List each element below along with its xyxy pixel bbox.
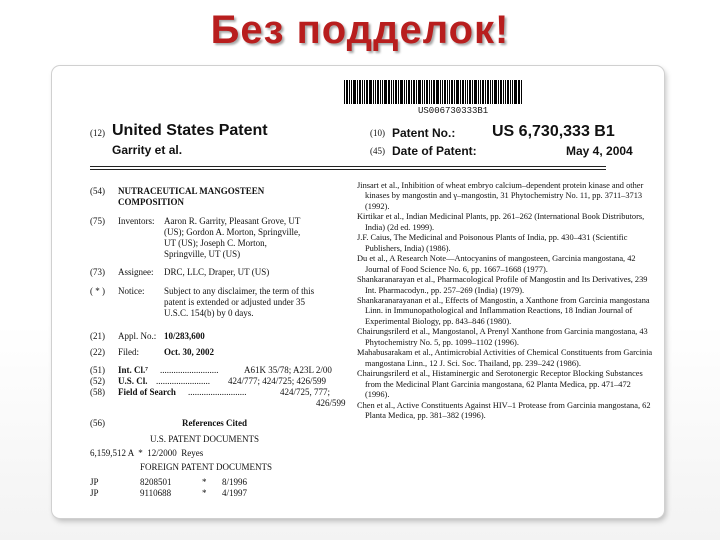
field-of-search-value: 424/725, 777; — [280, 387, 331, 397]
field-of-search-label: Field of Search — [118, 387, 176, 397]
barcode-bar — [416, 80, 417, 104]
notice-line: Subject to any disclaimer, the term of this — [164, 286, 315, 296]
patent-no-label: Patent No.: — [392, 126, 456, 140]
foreign-star: * — [202, 488, 207, 498]
slide-title: Без подделок! — [210, 8, 510, 52]
assignee-label: Assignee: — [118, 267, 154, 277]
barcode-bar — [351, 80, 352, 104]
barcode-bar — [418, 80, 421, 104]
notice-line: patent is extended or adjusted under 35 — [164, 297, 305, 307]
barcode-bar — [349, 80, 350, 104]
barcode-bar — [391, 80, 392, 104]
barcode-bar — [480, 80, 481, 104]
notice-label: Notice: — [118, 286, 145, 296]
reference-entry: Chairungsrilerd et al., Histaminergic and Serotonergic Receptor Blocking Substances from the Medicinal Plant Garcinia mangostana, 62 Planta Medica, pp. 471–472 (1996). — [357, 369, 643, 400]
us-cl-label: U.S. Cl. — [118, 376, 148, 386]
barcode-bar — [411, 80, 412, 104]
us-docs-row: 6,159,512 A * 12/2000 Reyes — [90, 448, 204, 458]
field-code-45: (45) — [370, 146, 385, 156]
barcode-bar — [373, 80, 374, 104]
assignee-value: DRC, LLC, Draper, UT (US) — [164, 267, 270, 277]
int-cl-label: Int. Cl.⁷ — [118, 365, 148, 375]
reference-entry: Du et al., A Research Note—Antocyanins of mangosteen, Garcinia mangostana, 42 Journal of Food Science No. 6, pp. 1667–1668 (1977). — [357, 254, 636, 274]
header-rule-2 — [90, 169, 606, 170]
barcode-bar — [393, 80, 394, 104]
barcode-bar — [366, 80, 368, 104]
inventors-short: Garrity et al. — [112, 143, 183, 157]
barcode-bar — [357, 80, 358, 104]
barcode-bar — [436, 80, 439, 104]
foreign-number: 9110688 — [140, 488, 172, 498]
barcode-bar — [456, 80, 459, 104]
reference-entry: Kirtikar et al., Indian Medicinal Plants, pp. 261–262 (International Book Distributors, India) (2d ed. 1999). — [357, 212, 645, 232]
barcode-bar — [462, 80, 464, 104]
barcode-bar — [492, 80, 493, 104]
field-code-12: (12) — [90, 128, 105, 138]
field-code-75: (75) — [90, 216, 105, 226]
foreign-number: 8208501 — [140, 477, 172, 487]
field-of-search-dots: .......................... — [188, 387, 247, 397]
barcode-bar — [395, 80, 397, 104]
barcode-bar — [467, 80, 468, 104]
barcode-bar — [478, 80, 479, 104]
foreign-country: JP — [90, 477, 99, 487]
field-code-56: (56) — [90, 418, 105, 428]
barcode-image — [344, 80, 544, 104]
header-rule — [90, 166, 606, 167]
reference-entry: Mahabusarakam et al., Antimicrobial Activities of Chemical Constituents from Garcinia mangostana Linn., 12 J. Sci. Soc. Thailand, pp. 239–242 (1986). — [357, 348, 653, 368]
barcode-bar — [514, 80, 517, 104]
foreign-country: JP — [90, 488, 99, 498]
barcode-bar — [424, 80, 425, 104]
patent-title: United States Patent — [112, 122, 268, 139]
field-code-58: (58) — [90, 387, 105, 397]
barcode-bar — [487, 80, 489, 104]
barcode-bar — [490, 80, 491, 104]
barcode-bar — [404, 80, 405, 104]
barcode-bar — [408, 80, 410, 104]
inventors-line: Springville, UT (US) — [164, 249, 241, 259]
filed-value: Oct. 30, 2002 — [164, 347, 214, 357]
barcode-bar — [494, 80, 497, 104]
barcode-bar — [388, 80, 390, 104]
barcode-bar — [442, 80, 443, 104]
barcode-bar — [460, 80, 461, 104]
inventors-line: Aaron R. Garrity, Pleasant Grove, UT — [164, 216, 301, 226]
barcode-bar — [433, 80, 435, 104]
us-docs-heading: U.S. PATENT DOCUMENTS — [150, 434, 260, 444]
date-value: May 4, 2004 — [566, 144, 633, 158]
int-cl-value: A61K 35/78; A23L 2/00 — [244, 365, 332, 375]
barcode-bar — [380, 80, 381, 104]
patent-no-value: US 6,730,333 B1 — [492, 123, 615, 140]
field-code-21: (21) — [90, 331, 105, 341]
barcode-bar — [440, 80, 441, 104]
barcode-bar — [400, 80, 403, 104]
barcode-bar — [512, 80, 513, 104]
barcode-bar — [510, 80, 511, 104]
barcode-bar — [431, 80, 432, 104]
reference-entry: Chairungsrilerd et al., Mangostanol, A Prenyl Xanthone from Garcinia mangostana, 43 Phytochemistry No. 5, pp. 1099–1102 (1996). — [357, 327, 648, 347]
barcode-bar — [507, 80, 509, 104]
date-label: Date of Patent: — [392, 144, 477, 158]
barcode-bar — [406, 80, 407, 104]
barcode-bar — [353, 80, 356, 104]
inventors-label: Inventors: — [118, 216, 155, 226]
barcode-bar — [444, 80, 446, 104]
barcode-bar — [451, 80, 453, 104]
barcode-bar — [500, 80, 502, 104]
barcode-bar — [521, 80, 522, 104]
barcode-bar — [449, 80, 450, 104]
filed-label: Filed: — [118, 347, 140, 357]
barcode-bar — [377, 80, 379, 104]
field-of-search-value-2: 426/599 — [316, 398, 346, 408]
barcode-number: US006730333B1 — [418, 106, 489, 116]
inventors-line: UT (US); Joseph C. Morton, — [164, 238, 267, 248]
barcode-bar — [362, 80, 363, 104]
barcode-bar — [422, 80, 423, 104]
us-cl-value: 424/777; 424/725; 426/599 — [228, 376, 327, 386]
reference-entry: Jinsart et al., Inhibition of wheat embryo calcium–dependent protein kinase and other kinases by mangostin and γ–mangostin, 31 Phytochemistry No. 11, pp. 3711–3713 (1992). — [357, 181, 644, 211]
field-code-notice: ( * ) — [90, 286, 105, 296]
barcode-bar — [346, 80, 348, 104]
barcode-bar — [465, 80, 466, 104]
barcode-bar — [382, 80, 383, 104]
other-references — [357, 181, 657, 421]
barcode-bar — [474, 80, 477, 104]
foreign-date: 4/1997 — [222, 488, 248, 498]
field-code-10: (10) — [370, 128, 385, 138]
reference-entry: Chen et al., Active Constituents Against HIV–1 Protease from Garcinia mangostana, 62 Planta Medica, pp. 381–382 (1996). — [357, 400, 651, 420]
field-code-73: (73) — [90, 267, 105, 277]
barcode-bar — [498, 80, 499, 104]
barcode-bar — [482, 80, 484, 104]
invention-title-line1: NUTRACEUTICAL MANGOSTEEN — [118, 186, 265, 196]
reference-entry: Shankaranarayan et al., Pharmacological Profile of Mangostin and Its Derivatives, 239 Int. Pharmacodyn., pp. 257–269 (India) (1979). — [357, 275, 648, 295]
barcode-bar — [454, 80, 455, 104]
barcode-bar — [375, 80, 376, 104]
int-cl-dots: .......................... — [160, 365, 219, 375]
references-cited-label: References Cited — [182, 418, 248, 428]
barcode-bar — [426, 80, 428, 104]
barcode-bar — [447, 80, 448, 104]
foreign-star: * — [202, 477, 207, 487]
us-cl-dots: ........................ — [156, 376, 210, 386]
barcode-bar — [429, 80, 430, 104]
reference-entry: Shankaranarayanan et al., Effects of Mangostin, a Xanthone from Garcinia mangostana Linn. in Immunopathological and Inflammation Reactions, 18 Indian Journal of Experimental Biology, pp. 843–846 (1980). — [357, 295, 650, 326]
barcode-bar — [518, 80, 520, 104]
invention-title-line2: COMPOSITION — [118, 197, 185, 207]
barcode-bar — [384, 80, 387, 104]
reference-entry: J.F. Caius, The Medicinal and Poisonous Plants of India, pp. 430–431 (Scientific Publishers, India) (1986). — [357, 233, 628, 253]
barcode-bar — [472, 80, 473, 104]
foreign-docs-heading: FOREIGN PATENT DOCUMENTS — [140, 462, 273, 472]
barcode-bar — [505, 80, 506, 104]
appl-no-value: 10/283,600 — [164, 331, 205, 341]
notice-line: U.S.C. 154(b) by 0 days. — [164, 308, 254, 318]
field-code-51: (51) — [90, 365, 105, 375]
field-code-52: (52) — [90, 376, 105, 386]
barcode-bar — [485, 80, 486, 104]
patent-document — [52, 66, 664, 518]
field-code-54: (54) — [90, 186, 105, 196]
barcode-bar — [413, 80, 415, 104]
barcode-bar — [364, 80, 365, 104]
barcode-bar — [344, 80, 345, 104]
barcode-bar — [469, 80, 471, 104]
barcode-bar — [503, 80, 504, 104]
barcode-bar — [359, 80, 361, 104]
appl-no-label: Appl. No.: — [118, 331, 157, 341]
barcode-bar — [369, 80, 372, 104]
barcode-bar — [398, 80, 399, 104]
inventors-line: (US); Gordon A. Morton, Springville, — [164, 227, 301, 237]
foreign-date: 8/1996 — [222, 477, 248, 487]
field-code-22: (22) — [90, 347, 105, 357]
